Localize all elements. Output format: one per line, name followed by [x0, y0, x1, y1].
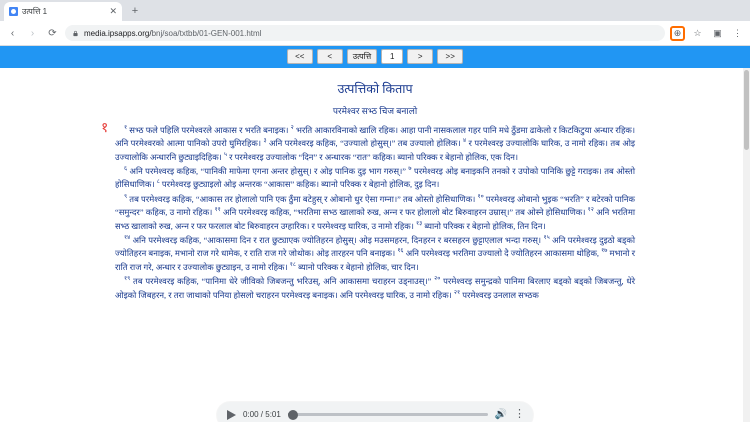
scripture-paragraph: $^९$ तब परमेश्‍वरइ कहिक, “आकास तर होलालो पानि एक ठुँमा बटेहुस्‌ र ओबानो धुर ऐसा गम्‍ना।” तब ओस्‍तो होसिधाणिक। $^{१०}$ परमेश्‍वरइ ओबानो भुइक “भरति” र बटेरको पानिक “समुन्‍दर” कहिक, उ नामो रहिक। $^{११}$ अनि परमेश्‍वरइ कहिक, “भरतिमा सभ्‍ठ खालाको रुख, अन्‍न र फर होलालो बोट बिरुवाहरन उम्रास्‌।” तब ओस्‍ने होसिधाणिक। $^{१२}$ अनि भरतिमा सभ्‍ठ खालाको रुख, अन्‍न र फर फरलाल बोट बिरुवाहरन उग्‍हारिक। र परमेश्‍वरइ घारिक, उ नामो रहिक। $^{१३}$ ब्‍यानो परिक्‍क र बेहानो होलिक, तिन दिन।	[115, 193, 635, 231]
drop-cap: १	[101, 120, 109, 136]
tab-strip	[0, 0, 750, 21]
new-tab-button[interactable]: +	[131, 5, 139, 18]
extensions-icon[interactable]: ▣	[713, 27, 722, 38]
audio-time-display: 0:00 / 5:01	[243, 410, 281, 420]
section-heading: परमेश्‍वर सभ्‍ठ चिज बनालो	[332, 105, 418, 116]
address-bar-path: bnj/soa/txtbb/01-GEN-001.html	[151, 28, 262, 38]
chapter-number-button[interactable]: 1	[381, 49, 403, 64]
last-page-button[interactable]: >>	[437, 49, 463, 64]
address-bar-url	[84, 29, 261, 38]
browser-toolbar	[0, 21, 750, 45]
scrollbar-thumb[interactable]	[744, 70, 749, 150]
page-scrollbar[interactable]	[743, 68, 750, 422]
scripture-paragraph: $^{१९}$ तब परमेश्‍वरइ कहिक, “पानिमा धेरे जीविको जिबजन्‍तु भरिउस्‌, अनि आकासमा चराहरन उड्‍नाउस्‌।” $^{२०}$ परमेश्‍वरइ समुन्‍द्रको पानिमा बिरलाए बड्‍को बड्‍को जिबजन्‍तु, धेरे ओइको जिबहरन, र तरा जाथाको पनिया होसलो चराहरन परमेश्‍वरइ बनाइक। अनि परमेश्‍वरइ घारिक, उ नामो रहिक। $^{२१}$ परमेश्‍वरइ उनलाल सभ्‍ठक	[115, 276, 635, 300]
audio-player-bar	[0, 402, 750, 422]
book-select-button[interactable]: उत्पत्ति	[347, 49, 377, 64]
text-column	[101, 120, 636, 301]
browser-tab[interactable]	[4, 2, 122, 21]
chapter-navigation-bar	[0, 46, 750, 68]
address-bar[interactable]	[65, 25, 665, 41]
bookmark-star-icon[interactable]: ☆	[693, 27, 702, 38]
audio-progress-slider[interactable]	[288, 413, 488, 416]
zoom-icon[interactable]: ⊕	[670, 26, 685, 41]
audio-progress-knob[interactable]	[288, 410, 298, 420]
forward-icon[interactable]: ›	[30, 27, 35, 39]
back-icon[interactable]: ‹	[10, 27, 15, 39]
site-favicon	[9, 7, 18, 16]
scripture-paragraph: $^६$ अनि परमेश्‍वरइ कहिक, “पानिकी माफेमा एगना अन्‍तर होसुस्‌। र ओइ पानिक दुइ भाग गरुस्‌।” $^७$ परमेश्‍वरइ ओइ बनाइकनि तनको र उपोको पानिकि छुट्टे गराइक। तब ओस्‍तो होसिधाणिक। $^८$ परमेश्‍वरइ छुट्याइलो ओइ अन्‍तरक “आकास” कहिक। ब्‍यानो परिक्‍क र बेहानो होलिक, दुइ दिन।	[115, 166, 636, 190]
reload-icon[interactable]: ⟳	[48, 27, 57, 39]
tab-title: उत्पत्ति 1	[22, 7, 48, 17]
lock-icon	[72, 30, 79, 37]
page-content	[0, 46, 750, 422]
next-page-button[interactable]: >	[407, 49, 433, 64]
document-body	[0, 68, 750, 422]
audio-menu-icon[interactable]: ⋮	[514, 408, 525, 421]
play-icon[interactable]	[227, 410, 236, 420]
scripture-paragraph: $^{१४}$ अनि परमेश्‍वरइ कहिक, “आकासमा दिन र रात छुट्याएक ज्‍योतिहरन होसुस्‌। ओइ मउसमहरन, दिनहरन र बरसहरन छुट्टाएलाल भन्‍दा गरुस्‌। $^{१५}$ अनि परमेश्‍वरइ दुइठो बड्‍को ज्‍योतिहरन बनाइक, मभानो राज गरे धामेक, र राति राज गरे जोथोक। ओइ तारहरन पनि बनाइक। $^{१६}$ अनि परमेश्‍वरइ भरतिमा उज्‍यालो देे ज्‍योतिहरन आकासमा थोहिक, $^{१७}$ मभानो र राति राज गरे, अन्‍धार र उज्‍यालोक छुट्याइन, उ नामो रहिक। $^{१८}$ ब्‍यानो परिक्‍क र बेहानो होलिक, चार दिन।	[115, 234, 635, 272]
close-icon[interactable]: ✕	[109, 6, 117, 17]
page-title: उत्पत्तिको किताप	[337, 81, 413, 96]
audio-player[interactable]	[217, 402, 533, 422]
first-page-button[interactable]: <<	[287, 49, 313, 64]
volume-icon[interactable]: 🔊	[494, 408, 507, 420]
address-bar-domain: media.ipsapps.org/	[84, 28, 152, 38]
browser-menu-icon[interactable]: ⋮	[733, 27, 742, 38]
scripture-paragraph: $^१$ सभ्‍ठ फले पहिलि परमेश्‍वरले आकास र भरति बनाइक। $^२$ भरति आकारविनाको खालि रहिक। आहा पानी नासकलाल गहर पानि मधे ठुँडमा ढाकेलो र किटकिटुया अन्‍धार रहिक। अनि परमेश्‍वरको आत्‍मा पानिको उपरो घुमिरहिक। $^३$ अनि परमेश्‍वरइ कहिक, “उज्‍यालो होसुस्‌।” तब उज्‍यालो होलिक। $^४$ र परमेश्‍वरइ उज्‍यालोकि घारिक, उ नामो रहिक। तब ओइ उज्‍यालोकि अन्‍धारनि छुट्याइदिहिक। $^५$ र परमेश्‍वरइ उज्‍यालोक “दिन” र अन्‍धारक “रात” कहिक। ब्‍यानो परिक्‍क र बेहानो होलिक, एक दिन।	[115, 124, 635, 162]
previous-page-button[interactable]: <	[317, 49, 343, 64]
